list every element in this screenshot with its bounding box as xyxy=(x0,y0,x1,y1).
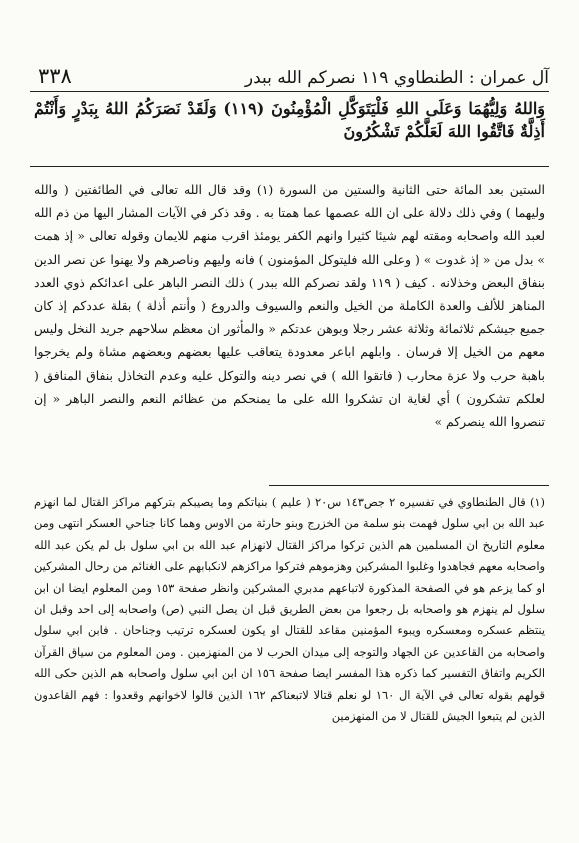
footnote-text: (١) قال الطنطاوي في تفسيره ٢ جص١٤٣ س٢٠ ( عليم ) بنياتكم وما يصيبكم بتركهم مراكز القتال لما انهزم عبد الله بن ابي سلول فهمت بنو سلمة من الخزرج وبنو حارثة من الاوس وهما كانا جناحي العسكر انتهى ومن معلوم التاريخ ان المسلمين هم الذين تركوا مراكز القتال لانهزام عبد الله بن ابي سلول بل لم يكن عبد الله واصحابه معهم فجاهدوا وغلبوا المشركين وهزموهم فتركوا مراكزهم لانكبابهم على الغنائم من رحال المشركين او كما يزعم هو في الصفحة المذكورة لاتباعهم مدبري المشركين وانظر صفحة ١٥٣ ومن المعلوم ايضا ان ابن سلول لم ينهزم هو واصحابه بل رجعوا من بعض الطريق قبل ان يصل النبي (ص) واصحابه إلى احد وقبل ان ينتظم عسكره ومعسكره ويبوء المؤمنين مقاعد للقتال او يكون لعسكره ترتيب وجناحان . فابن ابي سلول واصحابه من القاعدين عن الجهاد والتوجه إلى ميدان الحرب لا من المنهزمين . ومن المعلوم من سياق القرآن الكريم واتفاق التفسير كما ذكره هذا المفسر ايضا صفحة ١٥٦ ان ابن ابي سلول واصحابه هم الذين حكى الله قولهم بقوله تعالى في الآية ال ١٦٠ لو نعلم قتالا لاتبعناكم ١٦٢ الذين قالوا لاخوانهم وقعدوا : فهم القاعدون الذين لم يتبعوا الجيش للقتال لا من المنهزمين xyxy=(34,495,546,724)
header-rule xyxy=(30,91,549,92)
page-number: ٣٣٨ xyxy=(38,64,72,88)
commentary-text: الستين بعد المائة حتى الثانية والستين من السورة (١) وقد قال الله تعالى في الطائفتين ( والله وليهما ) وفي ذلك دلالة على ان الله عصمها عما همتا به . وقد ذكر في الآيات المشار اليها من ذم الله لعبد الله واصحابه ومقته لهم شيئا كثيرا وانهم الكفر يومئذ اقرب منهم للايمان وقوله تعالى « إذ همت » بدل من « إذ غدوت » ( وعلى الله فليتوكل المؤمنون ) فانه وليهم وناصرهم ولا يهنوا عن نصر الدين بنفاق البعض وخذلانه . كيف ( ١١٩ ولقد نصركم الله ببدر ) ذلك النصر الباهر على اعدائكم ذوي العدد المناهز للألف والعدة الكاملة من الخيل والنعم والسيوف والدروع ( وأنتم أذلة ) بقلة عددكم إذ كان جميع جيشكم ثلاثمائة وثلاثة عشر رجلا وبوهن عدتكم « والمأثور ان معظم سلاحهم جريد النخل وليس معهم من الخيل إلا فرسان . وابلهم اباعر معدودة يتعاقب عليها بعضهم وبعضهم مشاة ولم يخرجوا باهبة حرب ولا عزة محارب ( فاتقوا الله ) في نصر دينه والتوكل عليه وعدم التخاذل بنفاق المنافق ( لعلكم تشكرون ) أي لغاية ان تشكروا الله على ما يمنحكم من عظائم النعم والنصر الباهر « إن تنصروا الله ينصركم » xyxy=(34,182,545,430)
running-head: آل عمران : الطنطاوي ١١٩ نصركم الله ببدر xyxy=(244,68,549,88)
page-header xyxy=(38,58,549,88)
footnote-rule xyxy=(269,485,549,486)
verse-rule xyxy=(30,166,549,167)
quran-verse: وَاللهُ وَلِيُّهُمَا وَعَلَى اللهِ فَلْيَتَوَكَّلِ الْمُؤْمِنُونَ (١١٩) وَلَقَدْ نَصَرَكُمُ اللهُ بِبَدْرٍ وَأَنْتُمْ أَذِلَّةٌ فَاتَّقُوا اللهَ لَعَلَّكُمْ تَشْكُرُونَ xyxy=(34,99,546,141)
